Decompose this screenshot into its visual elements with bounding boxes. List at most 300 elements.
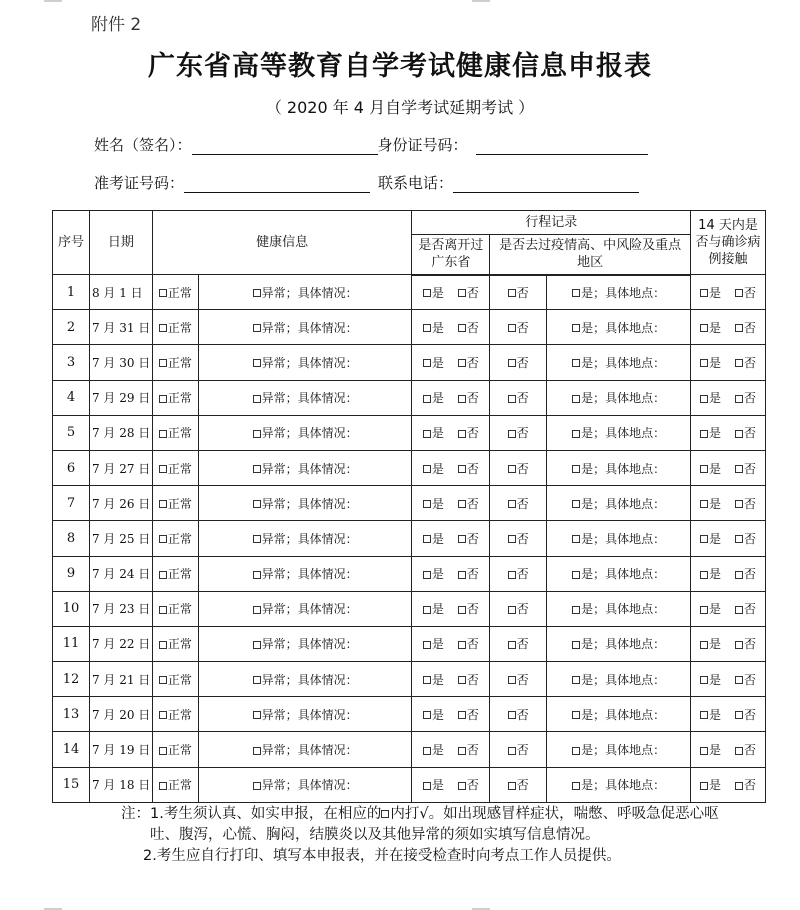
option-no[interactable]: 否 [508, 776, 529, 793]
option-abnormal[interactable]: 异常；具体情况： [253, 495, 358, 512]
option-no[interactable]: 否 [735, 354, 756, 371]
option-yes[interactable]: 是 [423, 635, 444, 652]
option-abnormal[interactable]: 异常；具体情况： [253, 319, 358, 336]
checkbox-icon[interactable] [458, 465, 466, 473]
cell-left-guangdong[interactable] [412, 591, 490, 626]
checkbox-icon[interactable] [735, 500, 743, 508]
cell-contact[interactable] [691, 310, 766, 345]
cell-risk-no[interactable] [490, 486, 547, 521]
cell-risk-yes[interactable] [547, 380, 691, 415]
cell-abnormal[interactable] [198, 415, 412, 450]
checkbox-icon[interactable] [700, 535, 708, 543]
checkbox-icon[interactable] [735, 711, 743, 719]
cell-abnormal[interactable] [198, 732, 412, 767]
checkbox-icon[interactable] [253, 711, 261, 719]
option-no[interactable]: 否 [735, 424, 756, 441]
checkbox-icon[interactable] [423, 747, 431, 755]
option-no[interactable]: 否 [508, 424, 529, 441]
option-no[interactable]: 否 [458, 354, 479, 371]
option-normal[interactable]: 正常 [159, 635, 192, 652]
option-no[interactable]: 否 [508, 565, 529, 582]
cell-left-guangdong[interactable] [412, 275, 490, 310]
option-yes[interactable]: 是 [700, 776, 721, 793]
option-no[interactable]: 否 [458, 565, 479, 582]
name-field[interactable] [192, 138, 378, 155]
option-yes[interactable]: 是 [423, 354, 444, 371]
option-abnormal[interactable]: 异常；具体情况： [253, 741, 358, 758]
option-abnormal[interactable]: 异常；具体情况： [253, 706, 358, 723]
checkbox-icon[interactable] [458, 395, 466, 403]
checkbox-icon[interactable] [735, 465, 743, 473]
cell-left-guangdong[interactable] [412, 662, 490, 697]
option-no[interactable]: 否 [508, 389, 529, 406]
option-no[interactable]: 否 [458, 495, 479, 512]
option-no[interactable]: 否 [508, 741, 529, 758]
option-yes_place[interactable]: 是；具体地点： [572, 600, 665, 617]
checkbox-icon[interactable] [458, 535, 466, 543]
cell-risk-yes[interactable] [547, 486, 691, 521]
checkbox-icon[interactable] [735, 571, 743, 579]
checkbox-icon[interactable] [508, 324, 516, 332]
option-no[interactable]: 否 [458, 389, 479, 406]
cell-risk-no[interactable] [490, 697, 547, 732]
checkbox-icon[interactable] [735, 676, 743, 684]
checkbox-icon[interactable] [508, 782, 516, 790]
checkbox-icon[interactable] [700, 571, 708, 579]
checkbox-icon[interactable] [572, 535, 580, 543]
checkbox-icon[interactable] [423, 289, 431, 297]
checkbox-icon[interactable] [458, 571, 466, 579]
checkbox-icon[interactable] [253, 395, 261, 403]
checkbox-icon[interactable] [423, 465, 431, 473]
checkbox-icon[interactable] [735, 747, 743, 755]
checkbox-icon[interactable] [423, 395, 431, 403]
option-no[interactable]: 否 [508, 460, 529, 477]
checkbox-icon[interactable] [423, 324, 431, 332]
checkbox-icon[interactable] [159, 324, 167, 332]
checkbox-icon[interactable] [508, 676, 516, 684]
checkbox-icon[interactable] [159, 289, 167, 297]
cell-risk-no[interactable] [490, 521, 547, 556]
option-no[interactable]: 否 [458, 319, 479, 336]
cell-left-guangdong[interactable] [412, 310, 490, 345]
option-abnormal[interactable]: 异常；具体情况： [253, 284, 358, 301]
checkbox-icon[interactable] [253, 782, 261, 790]
option-yes[interactable]: 是 [700, 495, 721, 512]
option-no[interactable]: 否 [458, 530, 479, 547]
cell-abnormal[interactable] [198, 767, 412, 802]
cell-risk-yes[interactable] [547, 450, 691, 485]
cell-abnormal[interactable] [198, 345, 412, 380]
cell-contact[interactable] [691, 697, 766, 732]
cell-contact[interactable] [691, 732, 766, 767]
option-yes[interactable]: 是 [700, 635, 721, 652]
checkbox-icon[interactable] [423, 359, 431, 367]
option-yes[interactable]: 是 [423, 460, 444, 477]
option-yes[interactable]: 是 [700, 319, 721, 336]
checkbox-icon[interactable] [423, 535, 431, 543]
cell-normal[interactable] [152, 521, 198, 556]
checkbox-icon[interactable] [508, 500, 516, 508]
option-no[interactable]: 否 [508, 495, 529, 512]
cell-risk-yes[interactable] [547, 521, 691, 556]
option-no[interactable]: 否 [735, 460, 756, 477]
option-yes[interactable]: 是 [423, 706, 444, 723]
checkbox-icon[interactable] [700, 606, 708, 614]
checkbox-icon[interactable] [700, 782, 708, 790]
option-normal[interactable]: 正常 [159, 741, 192, 758]
cell-contact[interactable] [691, 662, 766, 697]
checkbox-icon[interactable] [735, 395, 743, 403]
checkbox-icon[interactable] [253, 747, 261, 755]
checkbox-icon[interactable] [572, 747, 580, 755]
checkbox-icon[interactable] [159, 747, 167, 755]
option-no[interactable]: 否 [458, 741, 479, 758]
cell-normal[interactable] [152, 732, 198, 767]
checkbox-icon[interactable] [423, 606, 431, 614]
checkbox-icon[interactable] [700, 747, 708, 755]
option-yes_place[interactable]: 是；具体地点： [572, 424, 665, 441]
cell-risk-yes[interactable] [547, 732, 691, 767]
cell-abnormal[interactable] [198, 521, 412, 556]
cell-abnormal[interactable] [198, 626, 412, 661]
option-no[interactable]: 否 [735, 776, 756, 793]
option-abnormal[interactable]: 异常；具体情况： [253, 600, 358, 617]
checkbox-icon[interactable] [458, 782, 466, 790]
checkbox-icon[interactable] [572, 465, 580, 473]
cell-left-guangdong[interactable] [412, 450, 490, 485]
checkbox-icon[interactable] [423, 430, 431, 438]
option-no[interactable]: 否 [735, 706, 756, 723]
cell-contact[interactable] [691, 591, 766, 626]
option-no[interactable]: 否 [458, 600, 479, 617]
option-yes[interactable]: 是 [700, 600, 721, 617]
option-yes[interactable]: 是 [700, 706, 721, 723]
cell-risk-no[interactable] [490, 380, 547, 415]
checkbox-icon[interactable] [253, 465, 261, 473]
option-no[interactable]: 否 [735, 319, 756, 336]
option-yes[interactable]: 是 [700, 671, 721, 688]
option-normal[interactable]: 正常 [159, 776, 192, 793]
option-abnormal[interactable]: 异常；具体情况： [253, 635, 358, 652]
cell-risk-no[interactable] [490, 626, 547, 661]
option-yes[interactable]: 是 [700, 565, 721, 582]
option-abnormal[interactable]: 异常；具体情况： [253, 424, 358, 441]
option-abnormal[interactable]: 异常；具体情况： [253, 776, 358, 793]
checkbox-icon[interactable] [159, 535, 167, 543]
cell-risk-yes[interactable] [547, 415, 691, 450]
checkbox-icon[interactable] [700, 711, 708, 719]
option-yes_place[interactable]: 是；具体地点： [572, 635, 665, 652]
checkbox-icon[interactable] [508, 395, 516, 403]
option-yes[interactable]: 是 [423, 319, 444, 336]
cell-left-guangdong[interactable] [412, 521, 490, 556]
cell-risk-no[interactable] [490, 275, 547, 310]
cell-abnormal[interactable] [198, 310, 412, 345]
option-yes[interactable]: 是 [423, 389, 444, 406]
cell-abnormal[interactable] [198, 697, 412, 732]
cell-risk-no[interactable] [490, 450, 547, 485]
checkbox-icon[interactable] [572, 500, 580, 508]
checkbox-icon[interactable] [508, 289, 516, 297]
checkbox-icon[interactable] [159, 430, 167, 438]
cell-left-guangdong[interactable] [412, 732, 490, 767]
checkbox-icon[interactable] [458, 289, 466, 297]
option-yes[interactable]: 是 [700, 389, 721, 406]
cell-risk-yes[interactable] [547, 767, 691, 802]
cell-risk-no[interactable] [490, 591, 547, 626]
cell-left-guangdong[interactable] [412, 697, 490, 732]
cell-normal[interactable] [152, 486, 198, 521]
cell-normal[interactable] [152, 275, 198, 310]
checkbox-icon[interactable] [700, 430, 708, 438]
checkbox-icon[interactable] [458, 430, 466, 438]
option-no[interactable]: 否 [458, 635, 479, 652]
cell-normal[interactable] [152, 310, 198, 345]
checkbox-icon[interactable] [458, 359, 466, 367]
option-no[interactable]: 否 [735, 600, 756, 617]
checkbox-icon[interactable] [735, 359, 743, 367]
checkbox-icon[interactable] [458, 641, 466, 649]
cell-abnormal[interactable] [198, 556, 412, 591]
cell-abnormal[interactable] [198, 662, 412, 697]
checkbox-icon[interactable] [735, 289, 743, 297]
option-normal[interactable]: 正常 [159, 460, 192, 477]
checkbox-icon[interactable] [159, 782, 167, 790]
option-no[interactable]: 否 [735, 530, 756, 547]
cell-abnormal[interactable] [198, 380, 412, 415]
checkbox-icon[interactable] [458, 747, 466, 755]
phone-field[interactable] [453, 176, 639, 193]
option-yes_place[interactable]: 是；具体地点： [572, 565, 665, 582]
option-no[interactable]: 否 [508, 319, 529, 336]
option-yes[interactable]: 是 [423, 776, 444, 793]
checkbox-icon[interactable] [508, 571, 516, 579]
option-yes_place[interactable]: 是；具体地点： [572, 741, 665, 758]
checkbox-icon[interactable] [159, 359, 167, 367]
option-yes_place[interactable]: 是；具体地点： [572, 530, 665, 547]
option-normal[interactable]: 正常 [159, 671, 192, 688]
cell-risk-yes[interactable] [547, 310, 691, 345]
checkbox-icon[interactable] [159, 571, 167, 579]
checkbox-icon[interactable] [159, 395, 167, 403]
cell-contact[interactable] [691, 415, 766, 450]
cell-left-guangdong[interactable] [412, 556, 490, 591]
option-yes_place[interactable]: 是；具体地点： [572, 354, 665, 371]
option-yes_place[interactable]: 是；具体地点： [572, 460, 665, 477]
option-yes[interactable]: 是 [423, 530, 444, 547]
option-yes_place[interactable]: 是；具体地点： [572, 319, 665, 336]
option-no[interactable]: 否 [735, 635, 756, 652]
option-normal[interactable]: 正常 [159, 284, 192, 301]
checkbox-icon[interactable] [700, 465, 708, 473]
cell-risk-no[interactable] [490, 556, 547, 591]
option-yes[interactable]: 是 [700, 284, 721, 301]
checkbox-icon[interactable] [700, 500, 708, 508]
checkbox-icon[interactable] [572, 571, 580, 579]
option-yes[interactable]: 是 [423, 671, 444, 688]
cell-normal[interactable] [152, 626, 198, 661]
option-yes[interactable]: 是 [700, 741, 721, 758]
option-normal[interactable]: 正常 [159, 600, 192, 617]
checkbox-icon[interactable] [253, 535, 261, 543]
option-no[interactable]: 否 [458, 460, 479, 477]
checkbox-icon[interactable] [735, 324, 743, 332]
checkbox-icon[interactable] [508, 359, 516, 367]
cell-abnormal[interactable] [198, 275, 412, 310]
option-no[interactable]: 否 [735, 741, 756, 758]
cell-abnormal[interactable] [198, 450, 412, 485]
cell-risk-yes[interactable] [547, 662, 691, 697]
checkbox-icon[interactable] [458, 324, 466, 332]
option-yes_place[interactable]: 是；具体地点： [572, 495, 665, 512]
cell-contact[interactable] [691, 450, 766, 485]
checkbox-icon[interactable] [572, 324, 580, 332]
cell-risk-yes[interactable] [547, 556, 691, 591]
cell-normal[interactable] [152, 767, 198, 802]
checkbox-icon[interactable] [458, 676, 466, 684]
checkbox-icon[interactable] [572, 676, 580, 684]
option-no[interactable]: 否 [735, 389, 756, 406]
checkbox-icon[interactable] [572, 711, 580, 719]
checkbox-icon[interactable] [253, 289, 261, 297]
checkbox-icon[interactable] [735, 641, 743, 649]
cell-normal[interactable] [152, 556, 198, 591]
option-yes[interactable]: 是 [423, 424, 444, 441]
checkbox-icon[interactable] [572, 289, 580, 297]
cell-left-guangdong[interactable] [412, 415, 490, 450]
checkbox-icon[interactable] [423, 676, 431, 684]
checkbox-icon[interactable] [508, 430, 516, 438]
option-no[interactable]: 否 [735, 671, 756, 688]
option-normal[interactable]: 正常 [159, 319, 192, 336]
checkbox-icon[interactable] [159, 465, 167, 473]
option-yes_place[interactable]: 是；具体地点： [572, 706, 665, 723]
checkbox-icon[interactable] [253, 641, 261, 649]
cell-contact[interactable] [691, 521, 766, 556]
option-yes[interactable]: 是 [423, 495, 444, 512]
cell-risk-no[interactable] [490, 732, 547, 767]
cell-normal[interactable] [152, 380, 198, 415]
cell-abnormal[interactable] [198, 591, 412, 626]
checkbox-icon[interactable] [253, 324, 261, 332]
option-abnormal[interactable]: 异常；具体情况： [253, 389, 358, 406]
checkbox-icon[interactable] [735, 782, 743, 790]
checkbox-icon[interactable] [253, 430, 261, 438]
option-yes_place[interactable]: 是；具体地点： [572, 776, 665, 793]
cell-left-guangdong[interactable] [412, 767, 490, 802]
cell-normal[interactable] [152, 450, 198, 485]
cell-left-guangdong[interactable] [412, 486, 490, 521]
option-yes[interactable]: 是 [700, 460, 721, 477]
checkbox-icon[interactable] [159, 606, 167, 614]
option-no[interactable]: 否 [735, 495, 756, 512]
checkbox-icon[interactable] [572, 782, 580, 790]
cell-risk-yes[interactable] [547, 275, 691, 310]
id-field[interactable] [476, 138, 648, 155]
checkbox-icon[interactable] [253, 571, 261, 579]
checkbox-icon[interactable] [572, 359, 580, 367]
checkbox-icon[interactable] [700, 641, 708, 649]
checkbox-icon[interactable] [572, 395, 580, 403]
cell-contact[interactable] [691, 486, 766, 521]
option-no[interactable]: 否 [458, 671, 479, 688]
option-abnormal[interactable]: 异常；具体情况： [253, 530, 358, 547]
cell-normal[interactable] [152, 697, 198, 732]
checkbox-icon[interactable] [423, 571, 431, 579]
cell-contact[interactable] [691, 626, 766, 661]
option-normal[interactable]: 正常 [159, 495, 192, 512]
checkbox-icon[interactable] [572, 641, 580, 649]
cell-contact[interactable] [691, 345, 766, 380]
checkbox-icon[interactable] [458, 606, 466, 614]
cell-risk-no[interactable] [490, 767, 547, 802]
checkbox-icon[interactable] [423, 641, 431, 649]
option-yes_place[interactable]: 是；具体地点： [572, 671, 665, 688]
checkbox-icon[interactable] [735, 606, 743, 614]
checkbox-icon[interactable] [159, 676, 167, 684]
checkbox-icon[interactable] [423, 782, 431, 790]
option-normal[interactable]: 正常 [159, 706, 192, 723]
checkbox-icon[interactable] [253, 676, 261, 684]
option-yes_place[interactable]: 是；具体地点： [572, 389, 665, 406]
checkbox-icon[interactable] [508, 641, 516, 649]
checkbox-icon[interactable] [253, 500, 261, 508]
option-normal[interactable]: 正常 [159, 565, 192, 582]
cell-risk-yes[interactable] [547, 345, 691, 380]
cell-abnormal[interactable] [198, 486, 412, 521]
option-abnormal[interactable]: 异常；具体情况： [253, 354, 358, 371]
cell-left-guangdong[interactable] [412, 345, 490, 380]
checkbox-icon[interactable] [700, 676, 708, 684]
checkbox-icon[interactable] [700, 324, 708, 332]
checkbox-icon[interactable] [572, 430, 580, 438]
cell-risk-no[interactable] [490, 415, 547, 450]
cell-risk-yes[interactable] [547, 697, 691, 732]
option-yes[interactable]: 是 [700, 424, 721, 441]
cell-risk-yes[interactable] [547, 626, 691, 661]
option-abnormal[interactable]: 异常；具体情况： [253, 671, 358, 688]
checkbox-icon[interactable] [508, 711, 516, 719]
option-no[interactable]: 否 [508, 600, 529, 617]
checkbox-icon[interactable] [735, 430, 743, 438]
option-no[interactable]: 否 [508, 671, 529, 688]
option-yes[interactable]: 是 [700, 530, 721, 547]
option-no[interactable]: 否 [458, 424, 479, 441]
option-no[interactable]: 否 [458, 706, 479, 723]
checkbox-icon[interactable] [458, 711, 466, 719]
option-yes[interactable]: 是 [423, 600, 444, 617]
option-normal[interactable]: 正常 [159, 530, 192, 547]
checkbox-icon[interactable] [159, 500, 167, 508]
checkbox-icon[interactable] [423, 500, 431, 508]
option-no[interactable]: 否 [735, 565, 756, 582]
option-yes[interactable]: 是 [423, 741, 444, 758]
option-no[interactable]: 否 [458, 284, 479, 301]
option-yes_place[interactable]: 是；具体地点： [572, 284, 665, 301]
option-no[interactable]: 否 [508, 354, 529, 371]
checkbox-icon[interactable] [508, 747, 516, 755]
cell-normal[interactable] [152, 345, 198, 380]
cell-contact[interactable] [691, 380, 766, 415]
cell-left-guangdong[interactable] [412, 380, 490, 415]
cell-contact[interactable] [691, 556, 766, 591]
checkbox-icon[interactable] [423, 711, 431, 719]
option-normal[interactable]: 正常 [159, 424, 192, 441]
option-no[interactable]: 否 [508, 706, 529, 723]
cell-risk-yes[interactable] [547, 591, 691, 626]
exam-no-field[interactable] [184, 176, 370, 193]
